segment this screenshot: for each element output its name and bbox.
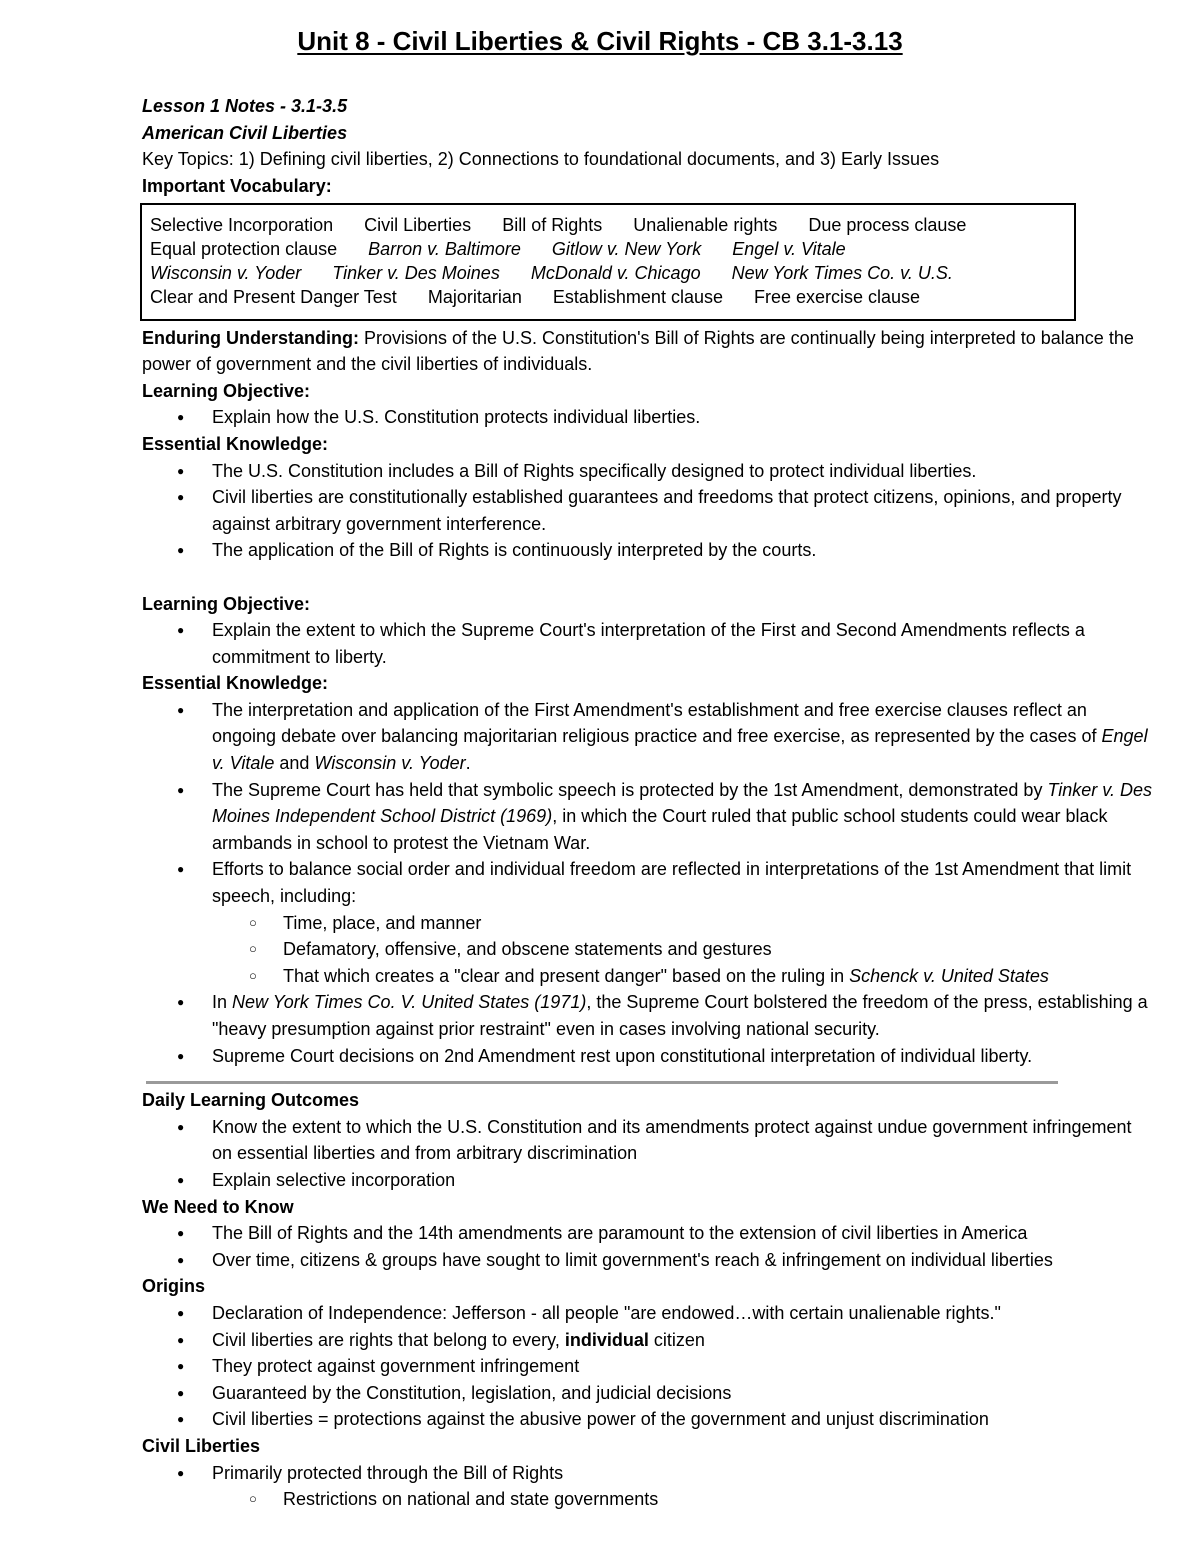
item-text: That which creates a "clear and present danger" based on the ruling in xyxy=(283,965,850,986)
case-name: New York Times Co. V. United States (1971) xyxy=(232,992,587,1013)
vocab-term: Majoritarian xyxy=(427,286,522,307)
list-item: ● The U.S. Constitution includes a Bill of Rights specifically designed to protect individual liberties. xyxy=(142,458,1152,485)
item-text: , in which the Court ruled that public school students could wear black armbands in school to protest the Vietnam War. xyxy=(212,806,1108,853)
learning-objective-list xyxy=(142,617,1152,670)
origins-label: Origins xyxy=(142,1276,206,1297)
vocab-label: Important Vocabulary: xyxy=(142,175,332,196)
list-item: ● They protect against government infringement xyxy=(142,1353,1152,1380)
daily-outcomes-label: Daily Learning Outcomes xyxy=(142,1090,360,1111)
page-title: Unit 8 - Civil Liberties & Civil Rights - CB 3.1-3.13 xyxy=(297,26,903,56)
vocab-term: Free exercise clause xyxy=(754,286,921,307)
list-item xyxy=(142,697,1152,777)
vocab-term: Unalienable rights xyxy=(633,215,778,236)
sub-list-item: ○ Time, place, and manner xyxy=(142,910,1152,937)
sub-list-item: ○ Defamatory, offensive, and obscene statements and gestures xyxy=(142,936,1152,963)
vocab-term: Civil Liberties xyxy=(364,215,472,236)
learning-objective-label: Learning Objective: xyxy=(142,593,311,614)
essential-knowledge-list xyxy=(142,458,1152,564)
list-item: ● Supreme Court decisions on 2nd Amendment rest upon constitutional interpretation of individual liberty. xyxy=(142,1043,1152,1070)
learning-objective-list xyxy=(142,404,1152,431)
vocab-row xyxy=(150,214,1066,238)
case-name: Schenck v. United States xyxy=(849,965,1049,986)
list-item xyxy=(142,856,1152,989)
sub-list xyxy=(142,910,1152,990)
vocab-term: Wisconsin v. Yoder xyxy=(150,262,302,283)
list-item: ● Guaranteed by the Constitution, legislation, and judicial decisions xyxy=(142,1380,1152,1407)
sub-list xyxy=(142,1486,1152,1513)
list-item: ● Know the extent to which the U.S. Constitution and its amendments protect against undue government infringement on essential liberties and from arbitrary discrimination xyxy=(142,1114,1152,1167)
item-text: . xyxy=(465,753,471,774)
list-item: ● Explain the extent to which the Supreme Court's interpretation of the First and Second Amendments reflects a commitment to liberty. xyxy=(142,617,1152,670)
spacer xyxy=(142,564,1152,591)
list-item: ● Explain how the U.S. Constitution protects individual liberties. xyxy=(142,404,1152,431)
enduring-label: Enduring Understanding: xyxy=(142,327,359,348)
enduring-understanding xyxy=(142,325,1152,378)
list-item: ● Declaration of Independence: Jefferson - all people "are endowed…with certain unalienable rights." xyxy=(142,1300,1152,1327)
item-text: Primarily protected through the Bill of Rights xyxy=(212,1462,564,1483)
list-item xyxy=(142,777,1152,857)
daily-outcomes-list xyxy=(142,1114,1152,1194)
document-body xyxy=(142,93,1152,1513)
need-to-know-list xyxy=(142,1220,1152,1273)
vocab-term: McDonald v. Chicago xyxy=(530,262,701,283)
vocab-term: Due process clause xyxy=(808,215,967,236)
item-text: In xyxy=(212,992,233,1013)
vocab-term: Engel v. Vitale xyxy=(732,239,846,260)
sub-list-item xyxy=(142,963,1152,990)
horizontal-divider xyxy=(146,1081,1058,1084)
essential-knowledge-list xyxy=(142,697,1152,1069)
vocab-term: New York Times Co. v. U.S. xyxy=(731,262,953,283)
list-item xyxy=(142,1327,1152,1354)
item-text: Civil liberties are rights that belong to every, xyxy=(212,1329,565,1350)
learning-objective-label: Learning Objective: xyxy=(142,380,311,401)
lesson-subheading: American Civil Liberties xyxy=(142,122,348,143)
list-item: ● Civil liberties = protections against the abusive power of the government and unjust discrimination xyxy=(142,1406,1152,1433)
item-text: The interpretation and application of the First Amendment's establishment and free exercise clauses reflect an ongoing debate over balancing majoritarian religious practice and free exercise, as represented by the cases of xyxy=(212,699,1102,747)
case-name: Engel v. Vitale xyxy=(212,726,1148,774)
vocab-row xyxy=(150,286,1066,310)
vocab-row xyxy=(150,262,1066,286)
essential-knowledge-label: Essential Knowledge: xyxy=(142,433,329,454)
list-item xyxy=(142,989,1152,1042)
item-text: citizen xyxy=(648,1329,705,1350)
item-text: , the Supreme Court bolstered the freedom of the press, establishing a "heavy presumption against prior restraint" even in cases involving national security. xyxy=(212,992,1148,1039)
vocabulary-box xyxy=(140,203,1076,320)
vocab-term: Bill of Rights xyxy=(502,215,603,236)
vocab-term: Gitlow v. New York xyxy=(551,239,702,260)
civil-liberties-list xyxy=(142,1460,1152,1513)
vocab-term: Equal protection clause xyxy=(150,239,338,260)
vocab-term: Clear and Present Danger Test xyxy=(150,286,397,307)
key-topics: Key Topics: 1) Defining civil liberties, 2) Connections to foundational documents, and 3) Early Issues xyxy=(142,149,940,170)
enduring-text: Provisions of the U.S. Constitution's Bill of Rights are continually being interpreted to balance the power of government and the civil liberties of individuals. xyxy=(142,327,1134,375)
vocab-row xyxy=(150,238,1066,262)
vocab-term: Tinker v. Des Moines xyxy=(332,262,500,283)
origins-list xyxy=(142,1300,1152,1433)
list-item: ● The Bill of Rights and the 14th amendments are paramount to the extension of civil liberties in America xyxy=(142,1220,1152,1247)
civil-liberties-label: Civil Liberties xyxy=(142,1435,261,1456)
list-item: ● Explain selective incorporation xyxy=(142,1167,1152,1194)
sub-list-item: ○ Restrictions on national and state governments xyxy=(142,1486,1152,1513)
lesson-heading: Lesson 1 Notes - 3.1-3.5 xyxy=(142,96,348,116)
item-text: The Supreme Court has held that symbolic speech is protected by the 1st Amendment, demonstrated by xyxy=(212,779,1048,800)
case-name: Tinker v. Des Moines Independent School District (1969) xyxy=(212,779,1152,827)
vocab-term: Establishment clause xyxy=(552,286,723,307)
list-item: ● Over time, citizens & groups have sought to limit government's reach & infringement on individual liberties xyxy=(142,1247,1152,1274)
vocab-term: Selective Incorporation xyxy=(150,215,334,236)
item-text: Efforts to balance social order and individual freedom are reflected in interpretations of the 1st Amendment that limit speech, including: xyxy=(212,859,1132,907)
list-item: ● Civil liberties are constitutionally established guarantees and freedoms that protect citizens, opinions, and property against arbitrary government interference. xyxy=(142,484,1152,537)
emphasis-text: individual xyxy=(564,1329,649,1350)
case-name: Wisconsin v. Yoder xyxy=(314,753,466,774)
essential-knowledge-label: Essential Knowledge: xyxy=(142,673,329,694)
list-item: ● The application of the Bill of Rights is continuously interpreted by the courts. xyxy=(142,537,1152,564)
need-to-know-label: We Need to Know xyxy=(142,1196,294,1217)
item-text: and xyxy=(274,753,315,774)
list-item xyxy=(142,1460,1152,1513)
vocab-term: Barron v. Baltimore xyxy=(368,239,521,260)
